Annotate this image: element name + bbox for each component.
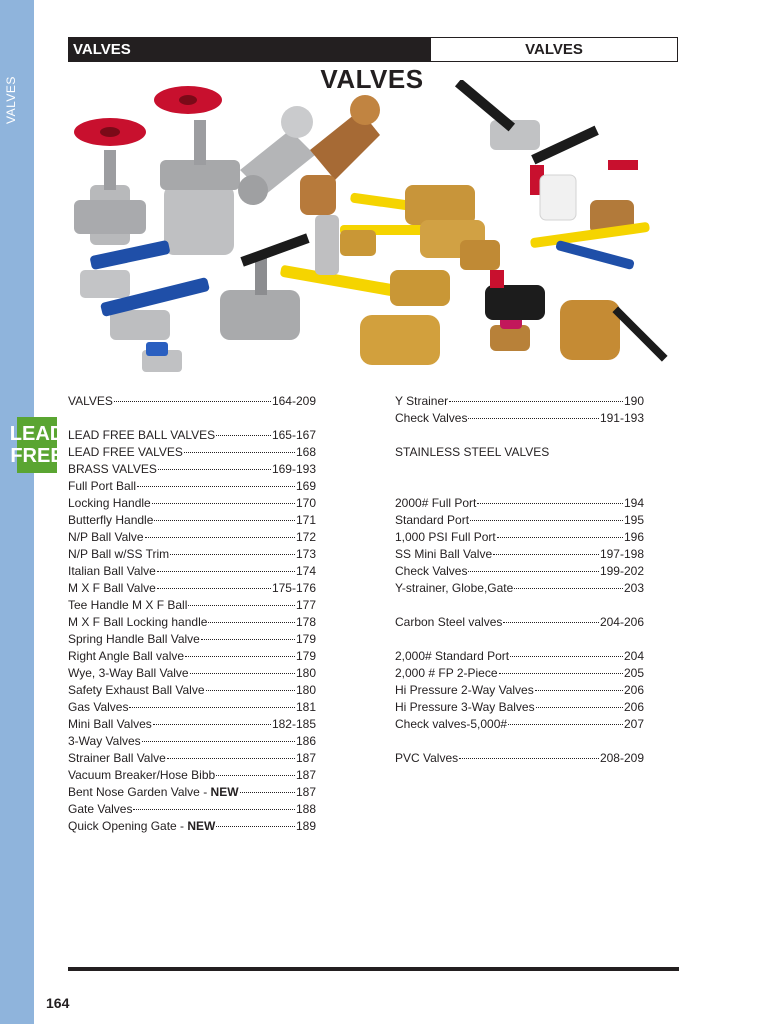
- toc-entry-title: Hi Pressure 3-Way Balves: [395, 700, 535, 714]
- toc-section-title: STAINLESS STEEL VALVES: [395, 445, 550, 459]
- toc-entry-title: [68, 818, 215, 835]
- toc-entry-page: 186: [295, 734, 316, 748]
- toc-leader: [468, 571, 598, 572]
- toc-entry-page: 170: [295, 496, 316, 510]
- toc-entry-title: PVC Valves: [395, 751, 459, 765]
- toc-leader: [449, 401, 623, 402]
- toc-entry[interactable]: [395, 546, 644, 563]
- toc-entry-title: Y-strainer, Globe,Gate: [395, 581, 514, 595]
- header-right-label: VALVES: [525, 41, 583, 58]
- toc-entry-page: 180: [295, 683, 316, 697]
- header-left-label: VALVES: [69, 38, 431, 61]
- toc-entry[interactable]: [68, 427, 316, 444]
- toc-entry-page: 180: [295, 666, 316, 680]
- toc-entry[interactable]: [395, 699, 644, 716]
- toc-leader: [497, 537, 623, 538]
- toc-entry[interactable]: [68, 512, 316, 529]
- toc-entry[interactable]: [68, 682, 316, 699]
- toc-entry[interactable]: [68, 716, 316, 733]
- toc-leader: [129, 707, 295, 708]
- toc-entry[interactable]: [395, 529, 644, 546]
- toc-entry-page: 204: [623, 649, 644, 663]
- toc-leader: [184, 452, 295, 453]
- toc-leader: [208, 622, 295, 623]
- toc-entry-title: Butterfly Handle: [68, 513, 154, 527]
- toc-entry-page: 196: [623, 530, 644, 544]
- toc-entry[interactable]: [395, 512, 644, 529]
- toc-leader: [493, 554, 599, 555]
- toc-entry[interactable]: [68, 750, 316, 767]
- toc-entry-title: Full Port Ball: [68, 479, 137, 493]
- toc-entry-title: Right Angle Ball valve: [68, 649, 185, 663]
- toc-entry-page: 206: [623, 683, 644, 697]
- toc-entry[interactable]: [68, 478, 316, 495]
- toc-entry-title: Gas Valves: [68, 700, 129, 714]
- toc-entry-title: M X F Ball Locking handle: [68, 615, 208, 629]
- toc-leader: [170, 554, 295, 555]
- toc-entry-title: N/P Ball w/SS Trim: [68, 547, 170, 561]
- toc-leader: [188, 605, 295, 606]
- toc-leader: [470, 520, 623, 521]
- toc-entry[interactable]: [68, 529, 316, 546]
- toc-entry-page: 187: [295, 751, 316, 765]
- toc-entry-page: 165-167: [271, 428, 316, 442]
- toc-entry-page: 164-209: [271, 394, 316, 408]
- side-tab-label: VALVES: [4, 76, 18, 124]
- toc-entry-title: Strainer Ball Valve: [68, 751, 166, 765]
- toc-entry[interactable]: [68, 495, 316, 512]
- toc-entry-title: 2,000# Standard Port: [395, 649, 510, 663]
- toc-entry-title: Spring Handle Ball Valve: [68, 632, 200, 646]
- black-handle-ball-valve-image: [455, 80, 599, 164]
- toc-left-column: [68, 393, 316, 835]
- section-header: [68, 37, 678, 62]
- toc-entry[interactable]: [68, 801, 316, 818]
- toc-entry-title: Safety Exhaust Ball Valve: [68, 683, 205, 697]
- toc-entry[interactable]: [68, 563, 316, 580]
- toc-entry-page: 194: [623, 496, 644, 510]
- toc-entry-page: 188: [295, 802, 316, 816]
- toc-leader: [510, 656, 623, 657]
- toc-leader: [152, 503, 295, 504]
- toc-entry-page: 205: [623, 666, 644, 680]
- toc-leader: [190, 673, 295, 674]
- lead-free-badge: [9, 417, 65, 473]
- toc-leader: [503, 622, 599, 623]
- toc-entry[interactable]: [68, 733, 316, 750]
- toc-leader: [142, 741, 295, 742]
- toc-entry-page: 190: [623, 394, 644, 408]
- toc-leader: [536, 707, 623, 708]
- toc-leader: [167, 758, 295, 759]
- toc-leader: [514, 588, 623, 589]
- toc-entry[interactable]: [68, 699, 316, 716]
- toc-entry[interactable]: [395, 495, 644, 512]
- toc-entry-page: 206: [623, 700, 644, 714]
- toc-entry[interactable]: [395, 563, 644, 580]
- toc-leader: [240, 792, 295, 793]
- toc-leader: [508, 724, 623, 725]
- toc-entry[interactable]: [395, 716, 644, 733]
- toc-leader: [468, 418, 598, 419]
- toc-entry-title: SS Mini Ball Valve: [395, 547, 493, 561]
- toc-leader: [477, 503, 623, 504]
- toc-entry-title: Check valves-5,000#: [395, 717, 508, 731]
- toc-entry-page: 191-193: [599, 411, 644, 425]
- toc-entry[interactable]: [68, 767, 316, 784]
- toc-entry-title: BRASS VALVES: [68, 462, 157, 476]
- valves-product-photo: [60, 80, 680, 390]
- gate-valve-large-image: [154, 86, 240, 255]
- toc-entry-title: Vacuum Breaker/Hose Bibb: [68, 768, 216, 782]
- toc-entry[interactable]: [68, 648, 316, 665]
- toc-entry[interactable]: [395, 614, 644, 631]
- toc-entry[interactable]: [68, 546, 316, 563]
- toc-leader: [206, 690, 295, 691]
- toc-entry-title: Wye, 3-Way Ball Valve: [68, 666, 189, 680]
- toc-entry[interactable]: [68, 665, 316, 682]
- toc-entry-title-text: Bent Nose Garden Valve -: [68, 785, 211, 799]
- toc-entry[interactable]: [395, 648, 644, 665]
- toc-entry-title: Locking Handle: [68, 496, 151, 510]
- toc-entry-title: [68, 784, 239, 801]
- stainless-ball-valve-image: [220, 233, 310, 340]
- toc-entry-title: 2,000 # FP 2-Piece: [395, 666, 498, 680]
- toc-entry[interactable]: [68, 393, 316, 410]
- toc-entry[interactable]: [68, 784, 316, 801]
- toc-entry-page: 179: [295, 649, 316, 663]
- toc-leader: [216, 435, 271, 436]
- toc-entry[interactable]: [68, 461, 316, 478]
- toc-leader: [201, 639, 295, 640]
- toc-entry-page: 208-209: [599, 751, 644, 765]
- toc-leader: [153, 724, 271, 725]
- toc-entry-page: 182-185: [271, 717, 316, 731]
- toc-entry-title: N/P Ball Valve: [68, 530, 144, 544]
- toc-section-heading[interactable]: [395, 444, 644, 461]
- toc-entry[interactable]: [68, 614, 316, 631]
- toc-entry-title: VALVES: [68, 394, 113, 408]
- toc-entry-page: 204-206: [599, 615, 644, 629]
- toc-entry-page: 168: [295, 445, 316, 459]
- toc-entry[interactable]: [395, 580, 644, 597]
- toc-entry-page: 171: [295, 513, 316, 527]
- toc-entry-title: Check Valves: [395, 564, 468, 578]
- toc-entry[interactable]: [68, 818, 316, 835]
- side-color-strip: [0, 0, 34, 1024]
- toc-entry-page: 174: [295, 564, 316, 578]
- toc-entry-page: 207: [623, 717, 644, 731]
- new-tag: NEW: [187, 819, 216, 833]
- toc-entry-title: Carbon Steel valves: [395, 615, 503, 629]
- toc-entry[interactable]: [68, 444, 316, 461]
- toc-entry-page: 195: [623, 513, 644, 527]
- toc-entry[interactable]: [395, 665, 644, 682]
- toc-leader: [157, 588, 271, 589]
- toc-leader: [145, 537, 295, 538]
- toc-entry-title: Standard Port: [395, 513, 470, 527]
- toc-entry-page: 173: [295, 547, 316, 561]
- lead-free-badge-line2: FREE: [10, 445, 64, 467]
- lead-free-badge-line1: LEAD: [9, 423, 65, 445]
- blue-handle-ball-valves-image: [80, 240, 210, 372]
- page-title: VALVES: [320, 64, 424, 94]
- toc-entry-title: Italian Ball Valve: [68, 564, 156, 578]
- toc-entry-page: 187: [295, 768, 316, 782]
- toc-entry-title: M X F Ball Valve: [68, 581, 156, 595]
- toc-entry[interactable]: [68, 580, 316, 597]
- gate-valve-small-image: [74, 118, 146, 245]
- toc-entry-title: Hi Pressure 2-Way Valves: [395, 683, 534, 697]
- toc-entry-title: LEAD FREE BALL VALVES: [68, 428, 216, 442]
- toc-entry-title: 2000# Full Port: [395, 496, 477, 510]
- toc-leader: [499, 673, 623, 674]
- toc-entry-title: Gate Valves: [68, 802, 133, 816]
- toc-entry-title-text: Quick Opening Gate -: [68, 819, 188, 833]
- toc-entry-title: LEAD FREE VALVES: [68, 445, 183, 459]
- toc-entry[interactable]: [68, 597, 316, 614]
- toc-leader: [535, 690, 623, 691]
- toc-leader: [154, 520, 295, 521]
- toc-leader: [459, 758, 599, 759]
- new-tag: NEW: [210, 785, 239, 799]
- toc-entry-page: 203: [623, 581, 644, 595]
- toc-right-column: [395, 393, 644, 767]
- toc-entry[interactable]: [68, 631, 316, 648]
- toc-entry[interactable]: [395, 410, 644, 427]
- toc-leader: [133, 809, 294, 810]
- toc-entry-page: 199-202: [599, 564, 644, 578]
- toc-entry-title: Check Valves: [395, 411, 468, 425]
- toc-entry-page: 181: [295, 700, 316, 714]
- toc-entry-page: 169-193: [271, 462, 316, 476]
- toc-leader: [185, 656, 295, 657]
- toc-entry-title: 3-Way Valves: [68, 734, 141, 748]
- toc-leader: [114, 401, 271, 402]
- toc-entry-page: 187: [295, 785, 316, 799]
- page-number: 164: [46, 995, 70, 1011]
- toc-entry-page: 197-198: [599, 547, 644, 561]
- toc-entry-title: 1,000 PSI Full Port: [395, 530, 496, 544]
- toc-entry-title: Mini Ball Valves: [68, 717, 152, 731]
- toc-entry-page: 172: [295, 530, 316, 544]
- brass-ball-valves-right-image: [530, 222, 668, 362]
- toc-leader: [216, 775, 295, 776]
- toc-entry-page: 177: [295, 598, 316, 612]
- toc-entry-title: Tee Handle M X F Ball: [68, 598, 188, 612]
- toc-leader: [157, 571, 295, 572]
- toc-entry-page: 189: [295, 819, 316, 833]
- footer-rule: [68, 967, 679, 971]
- toc-entry-title: Y Strainer: [395, 394, 449, 408]
- toc-entry-page: 179: [295, 632, 316, 646]
- toc-entry[interactable]: [395, 682, 644, 699]
- toc-leader: [137, 486, 295, 487]
- toc-leader: [216, 826, 295, 827]
- toc-entry-page: 175-176: [271, 581, 316, 595]
- toc-entry[interactable]: [395, 393, 644, 410]
- toc-entry[interactable]: [395, 750, 644, 767]
- toc-leader: [158, 469, 271, 470]
- toc-entry-page: 169: [295, 479, 316, 493]
- toc-entry-page: 178: [295, 615, 316, 629]
